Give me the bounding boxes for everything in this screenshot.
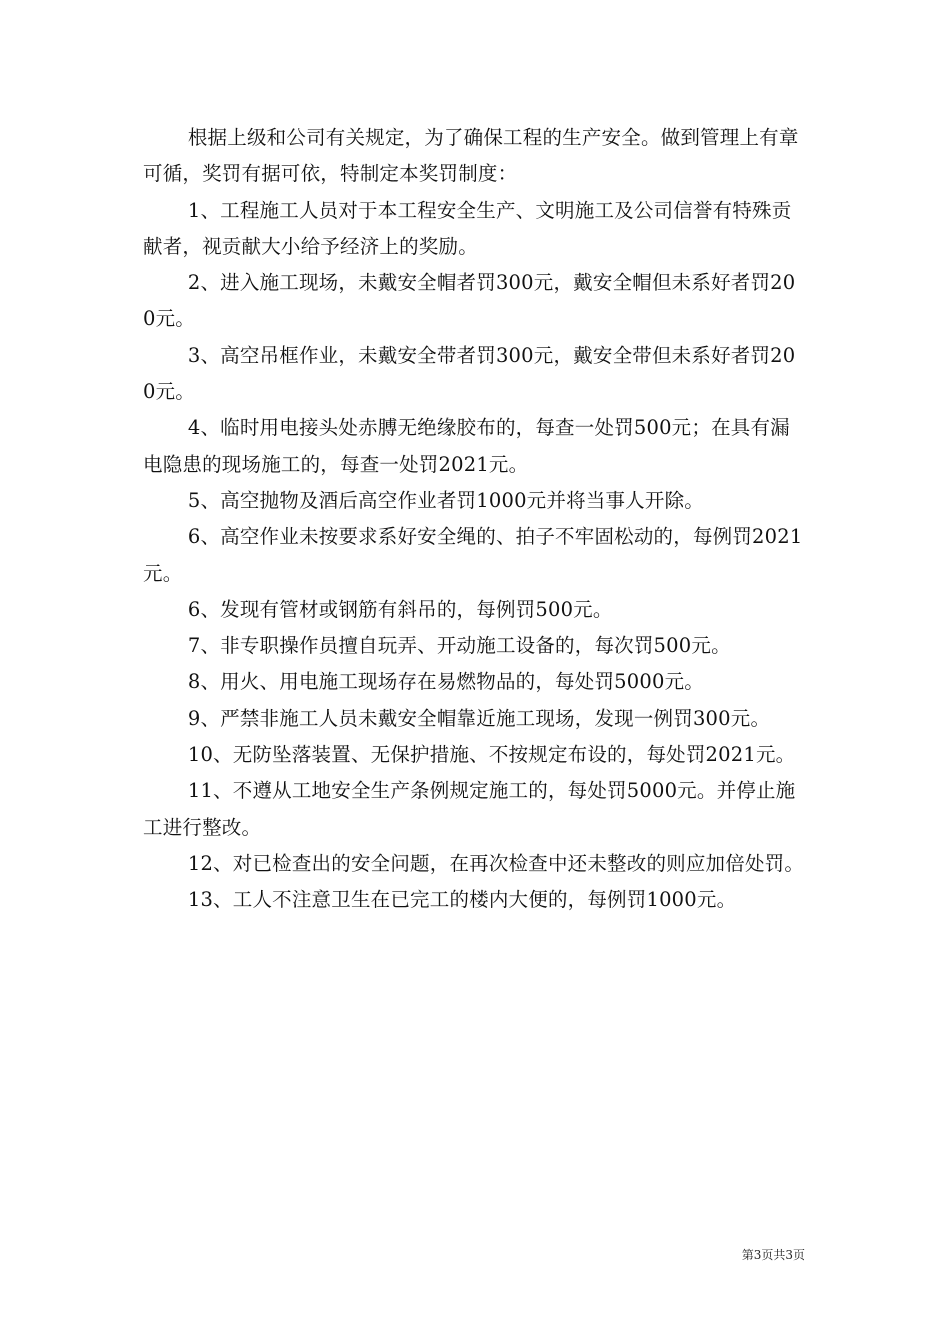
rule-item-3: 3、高空吊框作业，未戴安全带者罚300元，戴安全带但未系好者罚200元。 [143, 343, 796, 404]
rule-item-12: 12、对已检查出的安全问题，在再次检查中还未整改的则应加倍处罚。 [187, 851, 805, 875]
rule-item-5: 5、高空抛物及酒后高空作业者罚1000元并将当事人开除。 [187, 488, 704, 512]
rule-item-6a: 6、高空作业未按要求系好安全绳的、拍子不牢固松动的，每例罚2021元。 [143, 525, 803, 585]
page-number: 第3页共3页 [741, 1248, 805, 1262]
rule-item-10: 10、无防坠落装置、无保护措施、不按规定布设的，每处罚2021元。 [187, 743, 796, 767]
document-body [143, 120, 807, 919]
intro-paragraph: 根据上级和公司有关规定，为了确保工程的生产安全。做到管理上有章可循，奖罚有据可依，特制定本奖罚制度： [143, 126, 799, 186]
rule-item-4: 4、临时用电接头处赤膊无绝缘胶布的，每查一处罚500元；在具有漏电隐患的现场施工的，每查一处罚2021元。 [143, 416, 790, 476]
rule-item-2: 2、进入施工现场，未戴安全帽者罚300元，戴安全帽但未系好者罚200元。 [143, 271, 796, 331]
rule-item-9: 9、严禁非施工人员未戴安全帽靠近施工现场，发现一例罚300元。 [187, 706, 771, 730]
rule-item-11: 11、不遵从工地安全生产条例规定施工的，每处罚5000元。并停止施工进行整改。 [143, 779, 796, 839]
rule-item-6b: 6、发现有管材或钢筋有斜吊的，每例罚500元。 [187, 597, 613, 621]
rule-item-8: 8、用火、用电施工现场存在易燃物品的，每处罚5000元。 [187, 670, 704, 694]
rule-item-13: 13、工人不注意卫生在已完工的楼内大便的，每例罚1000元。 [187, 888, 737, 912]
rule-item-1: 1、工程施工人员对于本工程安全生产、文明施工及公司信誉有特殊贡献者，视贡献大小给予经济上的奖励。 [143, 198, 792, 258]
rule-item-7: 7、非专职操作员擅自玩弄、开动施工设备的，每次罚500元。 [187, 634, 731, 658]
